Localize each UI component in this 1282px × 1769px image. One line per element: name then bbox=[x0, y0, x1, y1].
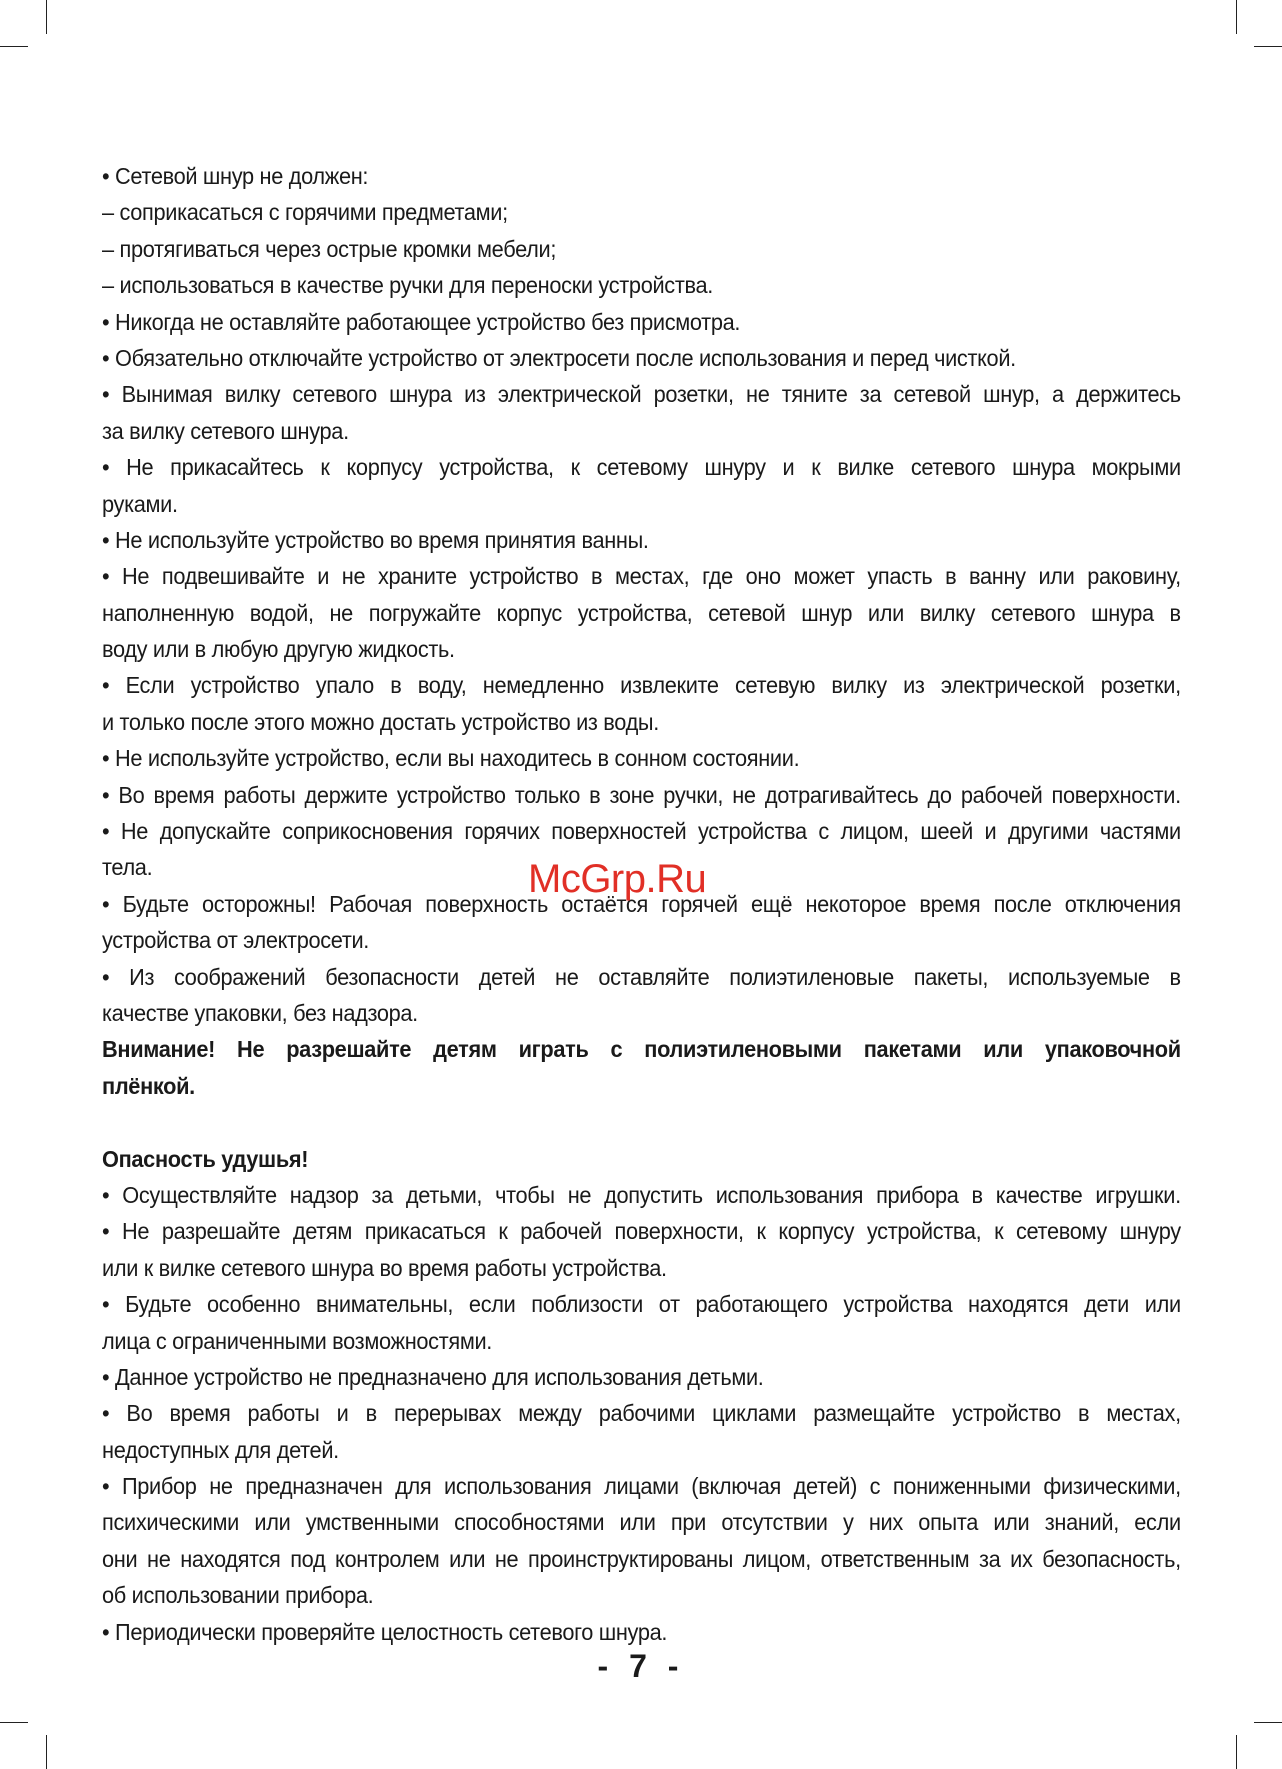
text-line: – использоваться в качестве ручки для переноски устройства. bbox=[102, 272, 713, 299]
text-line: • Вынимая вилку сетевого шнура из электрической розетки, не тяните за сетевой шнур, а держитесь bbox=[102, 381, 1181, 408]
crop-mark bbox=[0, 46, 28, 47]
text-line: устройства от электросети. bbox=[102, 927, 370, 954]
text-line: • Сетевой шнур не должен: bbox=[102, 163, 369, 189]
text-line: • Во время работы и в перерывах между рабочими циклами размещайте устройство в местах, bbox=[102, 1400, 1181, 1427]
text-line: • Будьте особенно внимательны, если поблизости от работающего устройства находятся дети или bbox=[102, 1291, 1181, 1318]
text-line: • Осуществляйте надзор за детьми, чтобы не допустить использования прибора в качестве игрушки. bbox=[102, 1181, 1181, 1208]
text-line: – протягиваться через острые кромки мебели; bbox=[102, 235, 557, 262]
text-line: • Не подвешивайте и не храните устройство в местах, где оно может упасть в ванну или раковину, bbox=[102, 563, 1181, 590]
text-line: об использовании прибора. bbox=[102, 1582, 374, 1609]
text-line: • Не используйте устройство во время принятия ванны. bbox=[102, 526, 649, 553]
text-line: недоступных для детей. bbox=[102, 1436, 339, 1463]
text-line: лица с ограниченными возможностями. bbox=[102, 1327, 493, 1354]
watermark: McGrp.Ru bbox=[528, 857, 707, 901]
text-line: за вилку сетевого шнура. bbox=[102, 417, 349, 444]
text-line bbox=[102, 1104, 1181, 1140]
text-line: • Во время работы держите устройство только в зоне ручки, не дотрагивайтесь до рабочей поверхности. bbox=[102, 781, 1181, 808]
text-line: они не находятся под контролем или не проинструктированы лицом, ответственным за их безопасность, bbox=[102, 1545, 1181, 1572]
text-line: тела. bbox=[102, 854, 153, 881]
text-line: • Обязательно отключайте устройство от электросети после использования и перед чисткой. bbox=[102, 344, 1016, 371]
crop-mark bbox=[46, 0, 47, 34]
crop-mark bbox=[1236, 0, 1237, 34]
text-line: • Не допускайте соприкосновения горячих поверхностей устройства с лицом, шеей и другими частями bbox=[102, 818, 1181, 845]
text-line: • Прибор не предназначен для использования лицами (включая детей) с пониженными физическими, bbox=[102, 1473, 1181, 1500]
text-line: – соприкасаться с горячими предметами; bbox=[102, 199, 508, 226]
crop-mark bbox=[1254, 1722, 1282, 1723]
text-line: • Никогда не оставляйте работающее устройство без присмотра. bbox=[102, 308, 741, 335]
crop-mark bbox=[1236, 1735, 1237, 1769]
text-line: • Из соображений безопасности детей не оставляйте полиэтиленовые пакеты, используемые в bbox=[102, 963, 1181, 990]
text-line: • Будьте осторожны! Рабочая поверхность остаётся горячей ещё некоторое время после отключения bbox=[102, 890, 1181, 917]
text-line: качестве упаковки, без надзора. bbox=[102, 999, 418, 1026]
text-line: психическими или умственными способностями или при отсутствии у них опыта или знаний, если bbox=[102, 1509, 1181, 1536]
text-line: воду или в любую другую жидкость. bbox=[102, 636, 455, 663]
warning-line: Внимание! Не разрешайте детям играть с полиэтиленовыми пакетами или упаковочной bbox=[102, 1036, 1181, 1063]
text-line: или к вилке сетевого шнура во время работы устройства. bbox=[102, 1254, 667, 1281]
text-line: наполненную водой, не погружайте корпус устройства, сетевой шнур или вилку сетевого шнура в bbox=[102, 599, 1181, 626]
crop-mark bbox=[1254, 46, 1282, 47]
text-line: • Не используйте устройство, если вы находитесь в сонном состоянии. bbox=[102, 745, 800, 772]
text-line: • Периодически проверяйте целостность сетевого шнура. bbox=[102, 1618, 668, 1645]
text-line: • Если устройство упало в воду, немедленно извлеките сетевую вилку из электрической розетки, bbox=[102, 672, 1181, 699]
page-number: - 7 - bbox=[597, 1648, 685, 1684]
document-body bbox=[102, 158, 1181, 1650]
text-line: руками. bbox=[102, 490, 178, 517]
text-line: • Данное устройство не предназначено для использования детьми. bbox=[102, 1363, 764, 1390]
crop-mark bbox=[46, 1735, 47, 1769]
text-line: • Не разрешайте детям прикасаться к рабочей поверхности, к корпусу устройства, к сетевому шнуру bbox=[102, 1218, 1181, 1245]
text-line: • Не прикасайтесь к корпусу устройства, к сетевому шнуру и к вилке сетевого шнура мокрыми bbox=[102, 454, 1181, 481]
warning-line: Опасность удушья! bbox=[102, 1145, 309, 1172]
crop-mark bbox=[0, 1722, 28, 1723]
warning-line: плёнкой. bbox=[102, 1072, 195, 1099]
text-line: и только после этого можно достать устройство из воды. bbox=[102, 708, 659, 735]
